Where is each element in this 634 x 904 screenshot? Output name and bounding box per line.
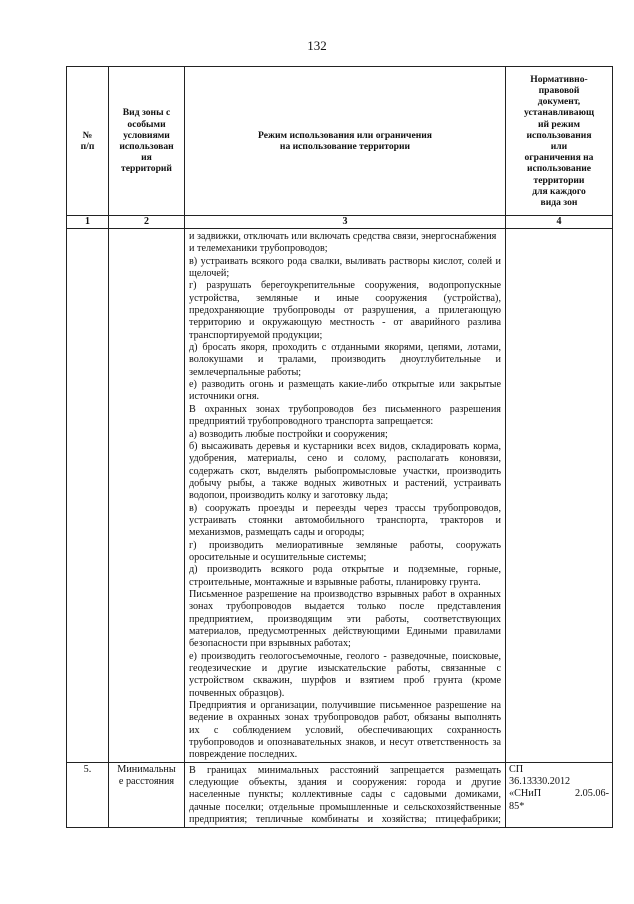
- text-line: повреждение последних.: [189, 749, 298, 761]
- column-number: 3: [185, 216, 506, 229]
- text-line: предприятия; тепличные комбинаты и хозяйства; птицефабрики;: [189, 814, 501, 826]
- document-text: 85*: [509, 800, 525, 812]
- text-line: д) производить всякого рода открытые и подземные, горные,: [189, 564, 501, 576]
- text-line: д) бросать якоря, проходить с отданными якорями, цепями, лотами,: [189, 342, 501, 354]
- text-line: почвенных образцов).: [189, 687, 285, 699]
- text-line: геодезические и другие изыскательские работы, связанные с: [189, 663, 501, 675]
- zone-type-cell: [109, 762, 185, 827]
- header-regime: [185, 67, 506, 216]
- text-line: водопои, производить колку и заготовку льда;: [189, 490, 389, 502]
- text-line: в) сооружать проезды и переезды через трассы трубопроводов,: [189, 502, 501, 514]
- text-line: оросительные и осушительные системы;: [189, 551, 367, 563]
- text-line: трубопроводов и опознавательных знаков, и несут ответственность за: [189, 737, 501, 749]
- header-text: условиями: [123, 129, 170, 141]
- page-number: 132: [307, 38, 327, 53]
- column-number: 2: [109, 216, 185, 229]
- text-line: устройства, земляные и иные сооружения (устройства),: [189, 292, 501, 304]
- text-line: Письменное разрешение на производство взрывных работ в охранных: [189, 588, 501, 600]
- text-line: механизмов, размещать сады и огороды;: [189, 527, 365, 539]
- table-row-5: [67, 762, 613, 827]
- text-line: г) производить мелиоративные земляные работы, сооружать: [189, 539, 501, 551]
- header-text: для каждого: [532, 185, 586, 197]
- row-number: 5.: [83, 763, 92, 775]
- text-line: волокушами и тралами, производить дноуглубительные и: [189, 354, 501, 366]
- text-line: транспортируемой продукции;: [189, 329, 323, 341]
- text-line: предохраняющие трубопроводы от разрушения, а прилегающую: [189, 305, 501, 317]
- text-line: строительные, монтажные и взрывные работы, планировку грунта.: [189, 576, 481, 588]
- header-document: [506, 67, 613, 216]
- header-number: [67, 67, 109, 216]
- regime-cell: [185, 762, 506, 827]
- text-line: и телемеханики трубопроводов;: [189, 243, 328, 255]
- text-line: а) возводить любые постройки и сооружения;: [189, 428, 388, 440]
- document-text: СП: [509, 763, 524, 775]
- text-line: зонах трубопроводов выдается только после представления: [189, 601, 501, 613]
- header-text: использование: [526, 163, 592, 175]
- header-text: п/п: [80, 141, 95, 152]
- text-line: устраивать стоянки автомобильного транспорта, тракторов и: [189, 514, 501, 526]
- header-text: или: [550, 141, 568, 152]
- header-text: Нормативно-: [530, 73, 588, 85]
- header-text: использования: [526, 129, 592, 141]
- header-text: правовой: [538, 84, 580, 96]
- text-line: дачные поселки; отдельные промышленные и сельскохозяйственные: [189, 801, 501, 813]
- header-text: ий режим: [537, 118, 581, 130]
- text-line: землечерпальные работы;: [189, 366, 302, 378]
- zone-type-text: Минимальны: [117, 763, 176, 775]
- text-line: предприятием, производящим эти работы, соответствующих: [189, 613, 501, 625]
- regime-cell: [185, 229, 506, 763]
- text-line: добычу рыбы, а также водных животных и растений, устраивать: [189, 477, 501, 489]
- document-text: 36.13330.2012: [509, 776, 571, 788]
- text-line: их с соблюдением условий, обеспечивающих сохранность: [189, 724, 501, 736]
- text-line: населенные пункты; коллективные сады с садовыми домиками,: [189, 789, 501, 801]
- header-text: ограничения на: [524, 152, 594, 164]
- header-text: Вид зоны с: [122, 107, 171, 119]
- header-text: Режим использования или ограничения: [258, 129, 432, 141]
- header-text: особыми: [127, 118, 166, 130]
- text-line: щелочей;: [189, 268, 230, 280]
- text-line: источники огня.: [189, 391, 260, 403]
- text-line: г) разрушать берегоукрепительные сооружения, водопропускные: [189, 280, 501, 292]
- header-text: ия: [141, 152, 152, 164]
- text-line: в) устраивать всякого рода свалки, выливать растворы кислот, солей и: [189, 255, 501, 267]
- header-zone-type: [109, 67, 185, 216]
- zone-type-text: е расстояния: [118, 776, 175, 788]
- document-cell: [506, 762, 613, 827]
- text-line: е) разводить огонь и размещать какие-либо открытые или закрытые: [189, 379, 501, 391]
- text-line: е) производить геологосъемочные, геолого - разведочные, поисковые,: [189, 650, 501, 662]
- header-text: территорий: [121, 163, 172, 175]
- zones-table: [66, 66, 613, 828]
- column-number: 4: [506, 216, 613, 229]
- header-text: использован: [119, 141, 174, 152]
- text-line: территорию и окружающую местность - от аварийного разлива: [189, 317, 501, 329]
- text-line: Предприятия и организации, получившие письменное разрешение на: [189, 700, 501, 712]
- header-text: устанавливающ: [523, 107, 595, 119]
- header-text: документ,: [537, 96, 581, 108]
- text-line: В охранных зонах трубопроводов без письменного разрешения: [189, 403, 501, 415]
- row-number-cell: [67, 762, 109, 827]
- header-text: территории: [533, 174, 585, 186]
- text-line: В границах минимальных расстояний запрещается размещать: [189, 764, 501, 776]
- table-row-continuation: [67, 229, 613, 763]
- text-line: устройством скважин, шурфов и взятием проб грунта (кроме: [189, 675, 501, 687]
- text-line: содержать скот, выделять рыбопромысловые участки, производить: [189, 465, 501, 477]
- text-line: удобрения, материалы, сено и солому, располагать коновязи,: [189, 453, 501, 465]
- text-line: материалов, предусмотренных действующими Едиными правилами: [189, 626, 501, 637]
- header-text: вида зон: [540, 197, 578, 209]
- column-number: 1: [67, 216, 109, 229]
- text-line: ведение в охранных зонах трубопроводов работ, обязаны выполнять: [189, 712, 501, 724]
- regime-text: [189, 231, 501, 762]
- document-text: «СНиП 2.05.06-: [509, 788, 609, 800]
- document-cell: [506, 229, 613, 763]
- row-number-cell: [67, 229, 109, 763]
- header-text: №: [82, 129, 93, 141]
- column-number-row: [67, 216, 613, 229]
- text-line: предприятий трубопроводного транспорта запрещается:: [189, 416, 434, 428]
- regime-text: [189, 765, 501, 827]
- text-line: безопасности при взрывных работах;: [189, 638, 351, 650]
- header-row: [67, 67, 613, 216]
- header-text: на использование территории: [279, 141, 411, 152]
- text-line: б) высаживать деревья и кустарники всех видов, складировать корма,: [189, 440, 501, 452]
- text-line: и задвижки, отключать или включать средства связи, энергоснабжения: [189, 231, 497, 242]
- zone-type-cell: [109, 229, 185, 763]
- text-line: следующие объекты, здания и сооружения: города и другие: [189, 777, 501, 789]
